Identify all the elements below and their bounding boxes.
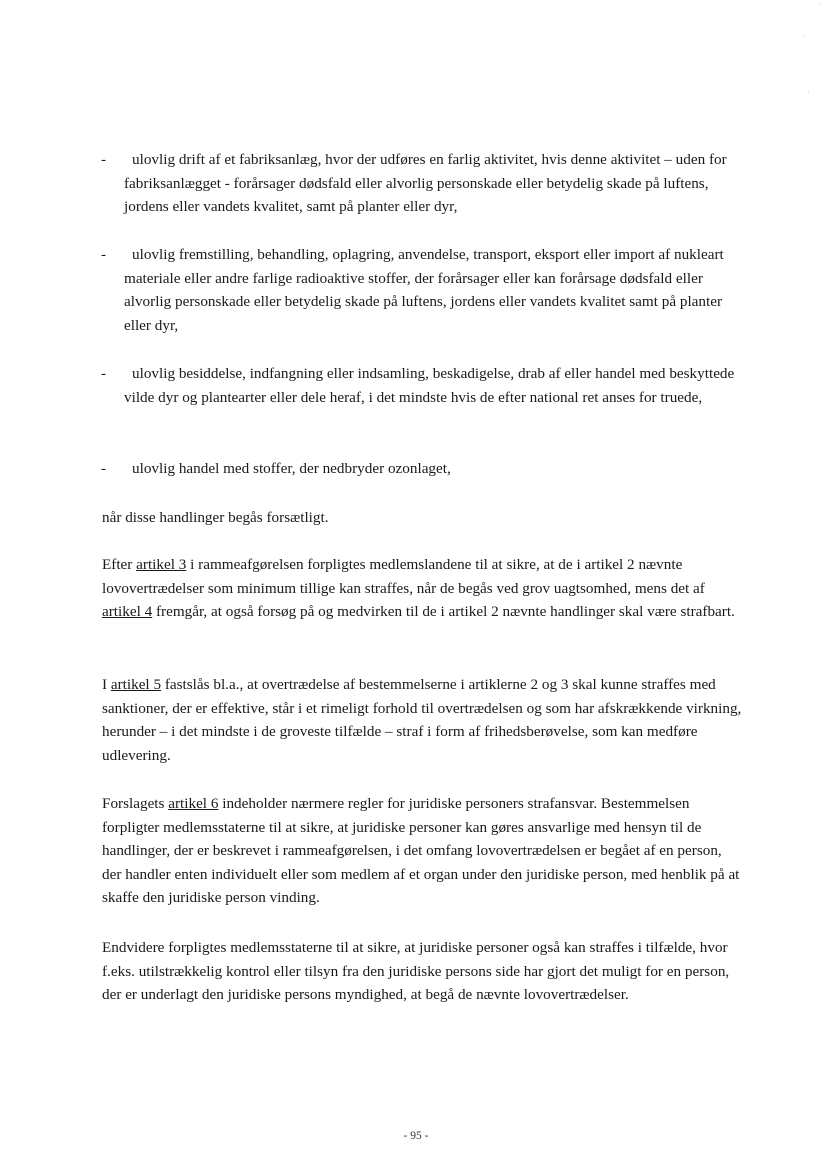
artikel-3-link[interactable]: artikel 3 <box>136 556 187 573</box>
paragraph-artikel-6 <box>102 792 742 910</box>
bullet-text: ulovlig handel med stoffer, der nedbryder ozonlaget, <box>132 460 451 477</box>
para-text: i rammeafgørelsen forpligtes medlemslandene til at sikre, at de i artikel 2 nævnte lovovertrædelser som minimum tillige kan straffes, når de begås ved grov uagtsomhed, mens det af <box>102 556 709 597</box>
bullet-dash: - <box>101 246 107 263</box>
bullet-item <box>101 148 741 219</box>
closing-text: når disse handlinger begås forsætligt. <box>102 509 329 526</box>
para-text: Forslagets <box>102 795 169 812</box>
para-text: fremgår, at også forsøg på og medvirken til de i artikel 2 nævnte handlinger skal være strafbart. <box>152 603 735 620</box>
scan-speck <box>808 92 809 93</box>
scan-speck <box>820 4 821 5</box>
para-text: I <box>102 676 111 693</box>
bullet-dash: - <box>101 151 107 168</box>
bullet-item <box>101 457 741 481</box>
artikel-4-link[interactable]: artikel 4 <box>102 603 153 620</box>
bullet-text: ulovlig drift af et fabriksanlæg, hvor der udføres en farlig aktivitet, hvis denne aktivitet – uden for fabriksanlægget - forårsager dødsfald eller alvorlig personskade eller betydelig skade på luftens, jordens eller vandets kvalitet, samt på planter eller dyr, <box>124 151 727 215</box>
bullet-item <box>101 362 741 409</box>
artikel-5-link[interactable]: artikel 5 <box>110 676 162 693</box>
para-text: fastslås bl.a., at overtrædelse af bestemmelserne i artiklerne 2 og 3 skal kunne straffes med sanktioner, der er effektive, står i et rimeligt forhold til overtrædelsen og som har afskrækkende virkning, herunder – i det mindste i de groveste tilfælde – straf i form af frihedsberøvelse, som kan medføre udlevering. <box>102 676 746 764</box>
bullet-item <box>101 243 741 337</box>
paragraph-artikel-3 <box>102 553 742 624</box>
paragraph-endvidere <box>102 936 742 1007</box>
bullet-text: ulovlig besiddelse, indfangning eller indsamling, beskadigelse, drab af eller handel med beskyttede vilde dyr og plantearter eller dele heraf, i det mindste hvis de efter national ret anses for truede, <box>124 365 735 406</box>
para-text: Endvidere forpligtes medlemsstaterne til at sikre, at juridiske personer også kan straffes i tilfælde, hvor f.eks. utilstrækkelig kontrol eller tilsyn fra den juridiske persons side har gjort det muligt for en person, der er underlagt den juridiske persons myndighed, at begå de nævnte lovovertrædelser. <box>102 939 734 1003</box>
closing-line <box>102 506 742 530</box>
scan-speck <box>804 36 805 37</box>
artikel-6-link[interactable]: artikel 6 <box>168 795 219 812</box>
paragraph-artikel-5 <box>102 673 746 767</box>
para-text: Efter <box>102 556 137 573</box>
bullet-text: ulovlig fremstilling, behandling, oplagring, anvendelse, transport, eksport eller import af nukleart materiale eller andre farlige radioaktive stoffer, der forårsager eller kan forårsage dødsfald eller alvorlig personskade eller betydelig skade på luftens, jordens eller vandets kvalitet samt på planter eller dyr, <box>124 246 724 334</box>
bullet-dash: - <box>101 365 107 382</box>
para-text: indeholder nærmere regler for juridiske personers strafansvar. Bestemmelsen forpligter medlemsstaterne til at sikre, at juridiske personer kan gøres ansvarlige med hensyn til de handlinger, der er beskrevet i rammeafgørelsen, i det omfang lovovertrædelsen er begået af en person, der handler enten individuelt eller som medlem af et organ under den juridiske person, med henblik på at skaffe den juridiske person vinding. <box>102 795 744 906</box>
page-number: - 95 - <box>403 1130 429 1142</box>
bullet-dash: - <box>101 460 107 477</box>
